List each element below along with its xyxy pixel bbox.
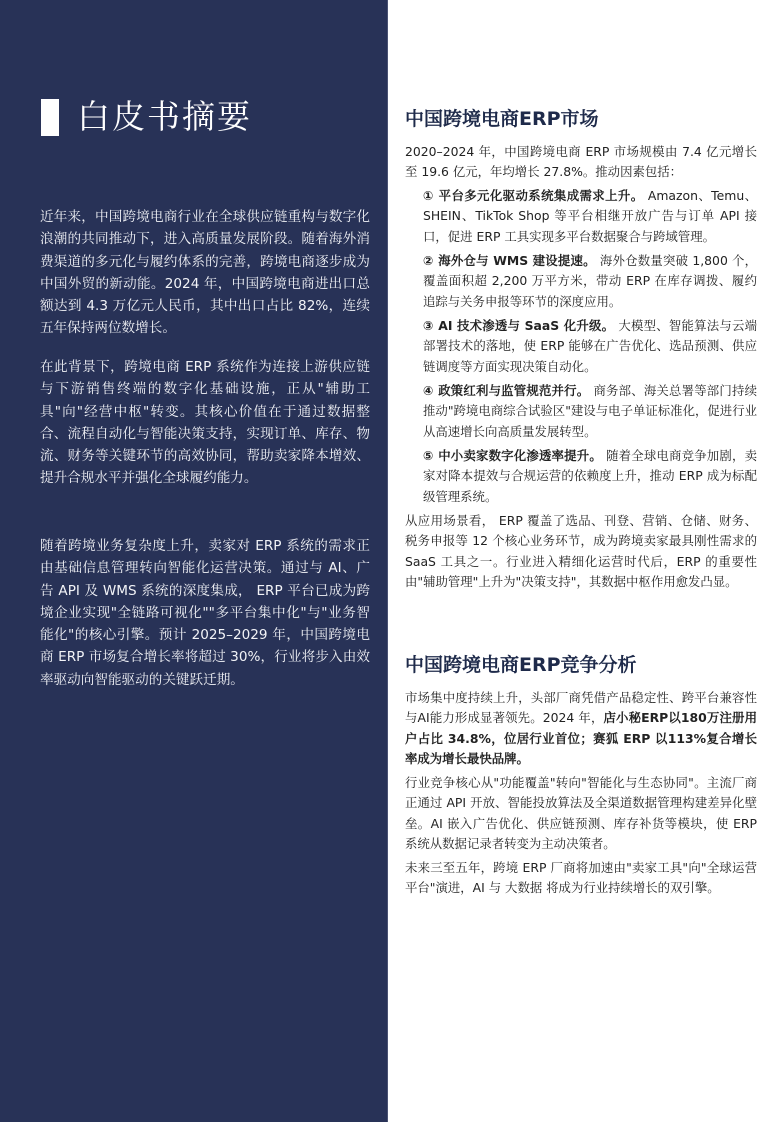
- driver-item-1: [423, 186, 757, 247]
- competition-paragraph-2: 行业竞争核心从"功能覆盖"转向"智能化与生态协同"。主流厂商正通过 API 开放、智能投放算法及全渠道数据管理构建差异化壁垒。AI 嵌入广告优化、供应链预测、库存补货等模块，使 ERP 系统从数据记录者转变为主动决策者。: [405, 775, 757, 851]
- summary-title: 白皮书摘要: [77, 97, 252, 136]
- driver-text: 商务部、海关总署等部门持续推动"跨境电商综合试验区"建设与电子单证标准化，促进行业从高速增长向高质量发展转型。: [423, 383, 757, 439]
- driver-title: ⑤ 中小卖家数字化渗透率提升。: [423, 448, 602, 463]
- driver-text: 海外仓数量突破 1,800 个，覆盖面积超 2,200 万平方米，带动 ERP 在库存调拨、履约追踪与关务申报等环节的深度应用。: [423, 253, 757, 309]
- driver-item-4: [423, 381, 757, 442]
- driver-title: ④ 政策红利与监管规范并行。: [423, 383, 590, 398]
- title-accent-bar: [41, 99, 59, 136]
- driver-title: ③ AI 技术渗透与 SaaS 化升级。: [423, 318, 615, 333]
- competition-highlight: 店小秘ERP以180万注册用户占比 34.8%，位居行业首位；赛狐 ERP 以113%复合增长率成为增长最快品牌。: [405, 710, 757, 766]
- driver-item-3: [423, 316, 757, 377]
- driver-title: ② 海外仓与 WMS 建设提速。: [423, 253, 596, 268]
- driver-item-2: [423, 251, 757, 312]
- market-intro: 2020–2024 年，中国跨境电商 ERP 市场规模由 7.4 亿元增长至 19.6 亿元，年均增长 27.8%。推动因素包括：: [405, 144, 757, 180]
- driver-item-5: [423, 446, 757, 507]
- competition-heading: 中国跨境电商ERP竞争分析: [405, 654, 637, 676]
- market-heading: 中国跨境电商ERP市场: [405, 108, 599, 130]
- driver-title: ① 平台多元化驱动系统集成需求上升。: [423, 188, 644, 203]
- driver-text: Amazon、Temu、SHEIN、TikTok Shop 等平台相继开放广告与订单 API 接口，促进 ERP 工具实现多平台数据聚合与跨域管理。: [423, 188, 757, 244]
- summary-paragraph-2: 在此背景下，跨境电商 ERP 系统作为连接上游供应链与下游销售终端的数字化基础设施，正从"辅助工具"向"经营中枢"转变。其核心价值在于通过数据整合、流程自动化与智能决策支持，实现订单、库存、物流、财务等关键环节的高效协同，帮助卖家降本增效、提升合规水平并强化全球履约能力。: [40, 359, 370, 487]
- driver-text: 随着全球电商竞争加剧，卖家对降本提效与合规运营的依赖度上升，推动 ERP 成为标配级管理系统。: [423, 448, 757, 504]
- competition-paragraph-3: 未来三至五年，跨境 ERP 厂商将加速由"卖家工具"向"全球运营平台"演进，AI 与 大数据 将成为行业持续增长的双引擎。: [405, 860, 757, 896]
- summary-paragraph-3: 随着跨境业务复杂度上升，卖家对 ERP 系统的需求正由基础信息管理转向智能化运营决策。通过与 AI、广告 API 及 WMS 系统的深度集成， ERP 平台已成为跨境企业实现"全链路可视化""多平台集中化"与"业务智能化"的核心引擎。预计 2025–2029 年，中国跨境电商 ERP 市场复合增长率将超过 30%，行业将步入由效率驱动向智能驱动的关键跃迁期。: [40, 538, 370, 688]
- competition-text: 市场集中度持续上升，头部厂商凭借产品稳定性、跨平台兼容性与AI能力形成显著领先。2024 年，: [405, 690, 757, 726]
- summary-title-block: [41, 97, 252, 137]
- market-closing: 从应用场景看， ERP 覆盖了选品、刊登、营销、仓储、财务、税务申报等 12 个核心业务环节，成为跨境卖家最具刚性需求的 SaaS 工具之一。行业进入精细化运营时代后，ERP 的重要性由"辅助管理"上升为"决策支持"，其数据中枢作用愈发凸显。: [405, 513, 757, 589]
- driver-text: 大模型、智能算法与云端部署技术的落地，使 ERP 能够在广告优化、选品预测、供应链调度等方面实现决策自动化。: [423, 318, 757, 374]
- competition-paragraph-1: [405, 688, 757, 769]
- summary-paragraph-1: 近年来，中国跨境电商行业在全球供应链重构与数字化浪潮的共同推动下，进入高质量发展阶段。随着海外消费渠道的多元化与履约体系的完善，跨境电商逐步成为中国外贸的新动能。2024 年，中国跨境电商进出口总额达到 4.3 万亿元人民币，其中出口占比 82%，连续五年保持两位数增长。: [40, 209, 370, 337]
